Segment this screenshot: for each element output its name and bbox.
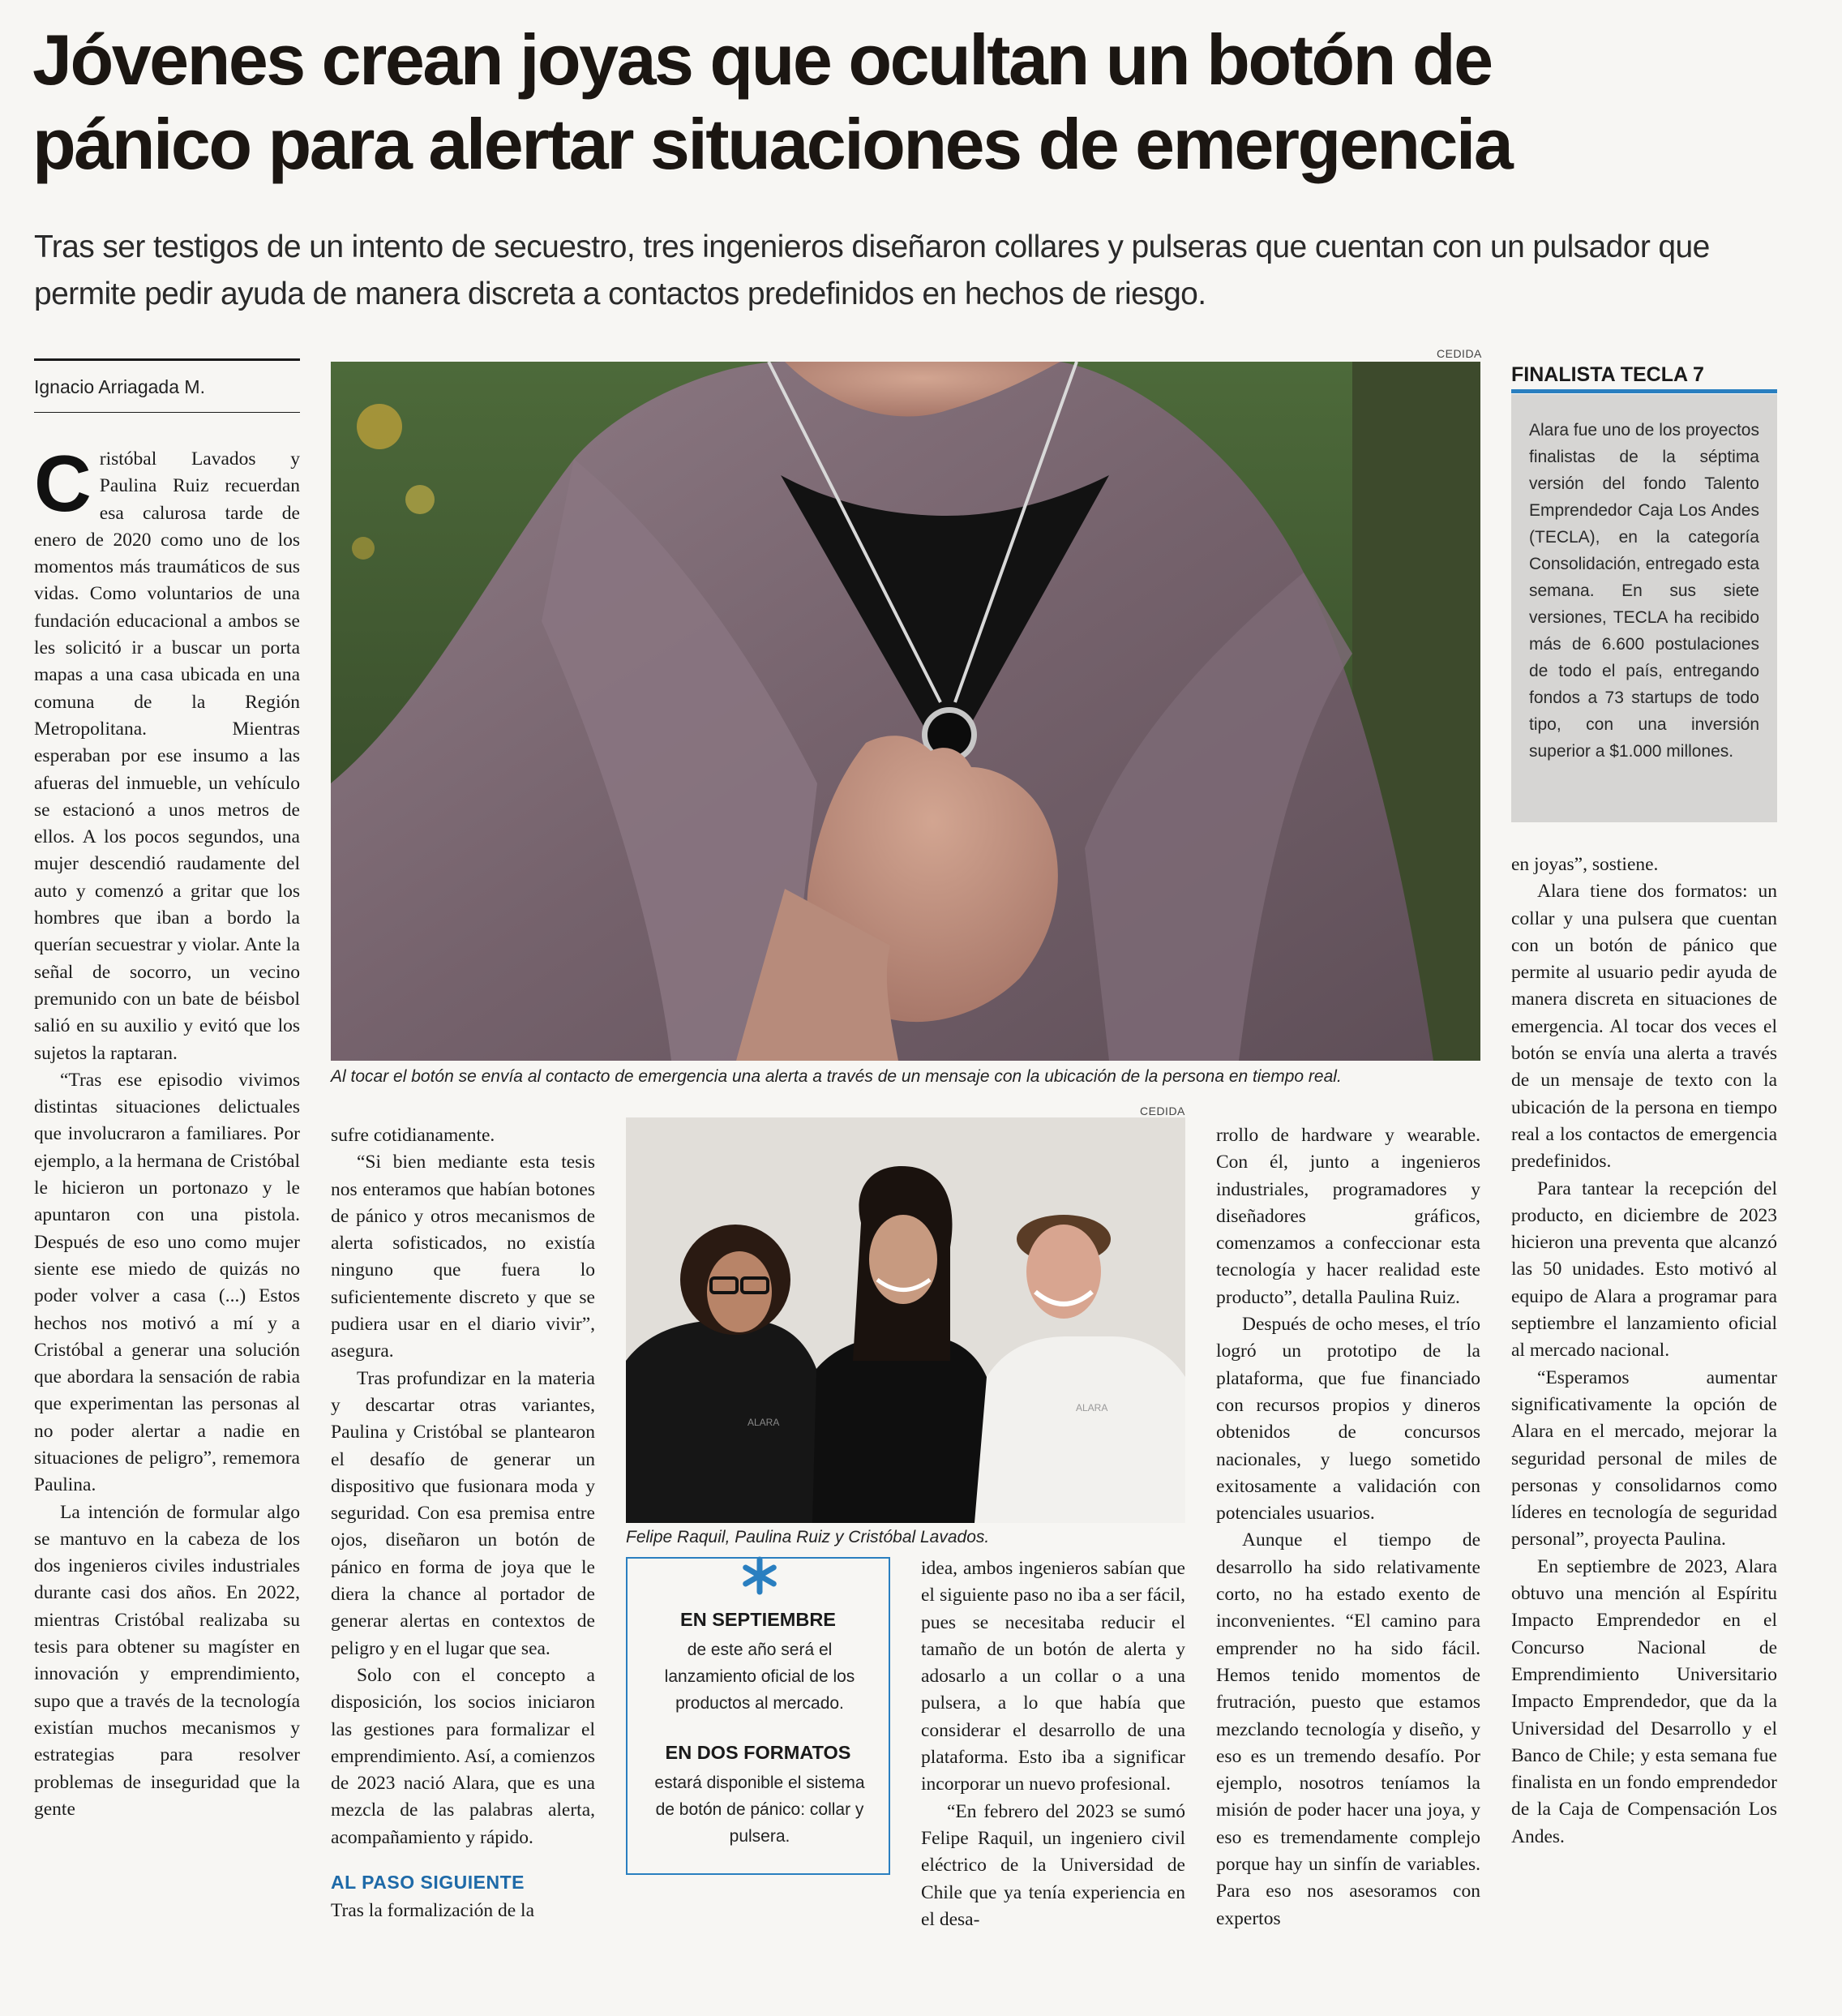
headline-line-2: pánico para alertar situaciones de emergencia bbox=[32, 104, 1512, 184]
svg-text:ALARA: ALARA bbox=[748, 1417, 780, 1428]
byline-rule-top bbox=[34, 358, 300, 361]
headline bbox=[32, 18, 1816, 187]
factbox-head-1: EN SEPTIEMBRE bbox=[680, 1609, 836, 1630]
col3-paragraph-1: idea, ambos ingenieros sabían que el siguiente paso no iba a ser fácil, pues se necesitaba reducir el tamaño de un botón de alerta y adosarlo a un collar o a una pulsera, a lo que había que considerar el desarrollo de una plataforma. Esto iba a significar incorporar un nuevo profesional. bbox=[921, 1558, 1185, 1795]
factbox-text-1: de este año será el lanzamiento oficial de los productos al mercado. bbox=[664, 1641, 855, 1713]
column-3 bbox=[921, 1555, 1185, 1933]
svg-text:ALARA: ALARA bbox=[1076, 1402, 1108, 1413]
col1-paragraph-3: La intención de formular algo se mantuvo en la cabeza de los dos ingenieros civiles industriales durante casi dos años. En 2022, mientras Cristóbal realizaba su tesis para obtener su magíster en innovación y emprendimiento, supo que a través de la tecnología existían muchos mecanismos y estrategias para resolver problemas de inseguridad que la gente bbox=[34, 1501, 300, 1820]
byline: Ignacio Arriagada M. bbox=[34, 376, 205, 397]
col4-paragraph-3: Aunque el tiempo de desarrollo ha sido relativamente corto, no ha estado exento de inconvenientes. “El camino para emprender no ha sido fácil. Hemos tenido momentos de frutración, puesto que estamos mezclando tecnología y diseño, y eso es un tremendo desafío. Por ejemplo, nosotros teníamos la misión de poder hacer una joya, y eso es tremendamente complejo porque hay un sinfín de variables. Para eso nos asesoramos con expertos bbox=[1216, 1529, 1480, 1929]
byline-rule-bottom bbox=[34, 412, 300, 413]
col3-paragraph-2: “En febrero del 2023 se sumó Felipe Raquil, un ingeniero civil eléctrico de la Universidad de Chile que ya tenía experiencia en el desa- bbox=[921, 1800, 1185, 1930]
col2-paragraph-5: Tras la formalización de la bbox=[331, 1900, 535, 1922]
col5-paragraph-1: en joyas”, sostiene. bbox=[1511, 854, 1659, 875]
col5-paragraph-4: “Esperamos aumentar significativamente la opción de Alara en el mercado, mejorar la seguridad personal de miles de personas y consolidarnos como líderes en tecnología de seguridad personal”, proyecta Paulina. bbox=[1511, 1366, 1777, 1551]
col2-paragraph-2: “Si bien mediante esta tesis nos enteramos que habían botones de pánico y otros mecanismos de alerta sofisticados, no existía ninguno que fuera lo suficientemente discreto y que se pudiera usar en el diario vivir”, asegura. bbox=[331, 1152, 595, 1362]
drop-cap: C bbox=[34, 439, 92, 528]
factbox bbox=[626, 1557, 890, 1875]
col1-paragraph-1: Cristóbal Lavados y Paulina Ruiz recuerdan esa calurosa tarde de enero de 2020 como uno de los momentos más traumáticos de sus vidas. Como voluntarios de una fundación educacional a ambos se les solicitó ir a buscar un porta mapas a una casa ubicada en una comuna de la Región Metropolitana. Mientras esperaban por ese insumo a las afueras del inmueble, un vehículo se estacionó a unos metros de ellos. A los pocos segundos, una mujer descendió raudamente del auto y comenzó a gritar que los hombres que iban a bordo la querían secuestrar y violar. Ante la señal de socorro, un vecino premunido con un bate de béisbol salió en su auxilio y evitó que los sujetos la raptaran. bbox=[34, 439, 300, 1064]
column-5 bbox=[1511, 851, 1777, 1851]
column-4 bbox=[1216, 1122, 1480, 1932]
photo-team bbox=[626, 1117, 1185, 1523]
col2-paragraph-1: sufre cotidianamente. bbox=[331, 1125, 495, 1146]
sidebar-text: Alara fue uno de los proyectos finalistas de la séptima versión del fondo Talento Emprendedor Caja Los Andes (TECLA), en la categoría Consolidación, entregado esta semana. En sus siete versiones, TECLA ha recibido más de 6.600 postulaciones de todo el país, entregando fondos a 73 startups de todo tipo, con una inversión superior a $1.000 millones. bbox=[1529, 421, 1759, 761]
photo-main bbox=[331, 362, 1480, 1061]
dek bbox=[34, 224, 1818, 318]
col4-paragraph-2: Después de ocho meses, el trío logró un prototipo de la plataforma, que fue financiado con recursos propios y dineros obtenidos de concursos nacionales, y luego sometido exitosamente a validación con potenciales usuarios. bbox=[1216, 1314, 1480, 1525]
column-1 bbox=[34, 439, 300, 1823]
col2-paragraph-4: Solo con el concepto a disposición, los socios iniciaron las gestiones para formalizar el emprendimiento. Así, a comienzos de 2023 nació Alara, que es una mezcla de las palabras alerta, acompañamiento y rápido. bbox=[331, 1664, 595, 1848]
dek-line-2: permite pedir ayuda de manera discreta a contactos predefinidos en hechos de riesgo. bbox=[34, 277, 1206, 311]
col4-paragraph-1: rrollo de hardware y wearable. Con él, junto a ingenieros industriales, programadores y diseñadores gráficos, comenzamos a confeccionar esta tecnología y hacer realidad este producto”, detalla Paulina Ruiz. bbox=[1216, 1125, 1480, 1308]
col2-paragraph-3: Tras profundizar en la materia y descartar otras variantes, Paulina y Cristóbal se plantearon el desafío de generar un dispositivo que fusionara moda y seguridad. Con esa premisa entre ojos, diseñaron un botón de pánico en forma de joya que le diera la chance al portador de generar alertas en contextos de peligro y en el lugar que sea. bbox=[331, 1367, 595, 1659]
subhead-al-paso-siguiente: AL PASO SIGUIENTE bbox=[331, 1872, 525, 1894]
col5-paragraph-3: Para tantear la recepción del producto, en diciembre de 2023 hicieron una preventa que alcanzó las 50 unidades. Esto motivó al equipo de Alara a programar para septiembre el lanzamiento oficial al mercado nacional. bbox=[1511, 1177, 1777, 1362]
col1-paragraph-2: “Tras ese episodio vivimos distintas situaciones delictuales que involucraron a familiares. Por ejemplo, a la hermana de Cristóbal le hicieron un portonazo y le apuntaron con una pistola. Después de eso uno como mujer siente ese miedo de quizás no poder volver a casa (...) Estos hechos nos motivó a mí y a Cristóbal a generar una solución que abordara la sensación de rabia que experimentan las personas al no poder alertar a nadie en situaciones de peligro”, rememora Paulina. bbox=[34, 1069, 300, 1496]
sidebar-title: FINALISTA TECLA 7 bbox=[1511, 363, 1704, 386]
col5-paragraph-5: En septiembre de 2023, Alara obtuvo una mención al Espíritu Impacto Emprendedor en el Concurso Nacional de Emprendimiento Universitario Impacto Emprendedor, que da la Universidad del Desarrollo y el Banco de Chile; y esta semana fue finalista en un fondo emprendedor de la Caja de Compensación Los Andes. bbox=[1511, 1555, 1777, 1847]
photo-team-credit: CEDIDA bbox=[1140, 1105, 1185, 1117]
factbox-head-2: EN DOS FORMATOS bbox=[665, 1742, 851, 1763]
photo-main-credit: CEDIDA bbox=[1437, 347, 1482, 360]
photo-team-caption: Felipe Raquil, Paulina Ruiz y Cristóbal Lavados. bbox=[626, 1528, 990, 1546]
column-2 bbox=[331, 1122, 595, 1925]
sidebar-box bbox=[1511, 394, 1777, 822]
col5-paragraph-2: Alara tiene dos formatos: un collar y una pulsera que cuentan con un botón de pánico que permite al usuario pedir ayuda de manera discreta en situaciones de emergencia. Al tocar dos veces el botón se envía una alerta a través de un mensaje de texto con la ubicación de la persona en tiempo real a los contactos de emergencia predefinidos. bbox=[1511, 881, 1777, 1173]
photo-main-caption: Al tocar el botón se envía al contacto de emergencia una alerta a través de un mensaje con la ubicación de la persona en tiempo real. bbox=[331, 1067, 1342, 1086]
headline-line-1: Jóvenes crean joyas que ocultan un botón de bbox=[32, 19, 1492, 100]
factbox-text-2: estará disponible el sistema de botón de pánico: collar y pulsera. bbox=[654, 1774, 865, 1846]
asterisk-icon bbox=[739, 1555, 780, 1596]
dek-line-1: Tras ser testigos de un intento de secuestro, tres ingenieros diseñaron collares y pulseras que cuentan con un pulsador que bbox=[34, 229, 1710, 264]
sidebar-accent-rule bbox=[1511, 389, 1777, 393]
